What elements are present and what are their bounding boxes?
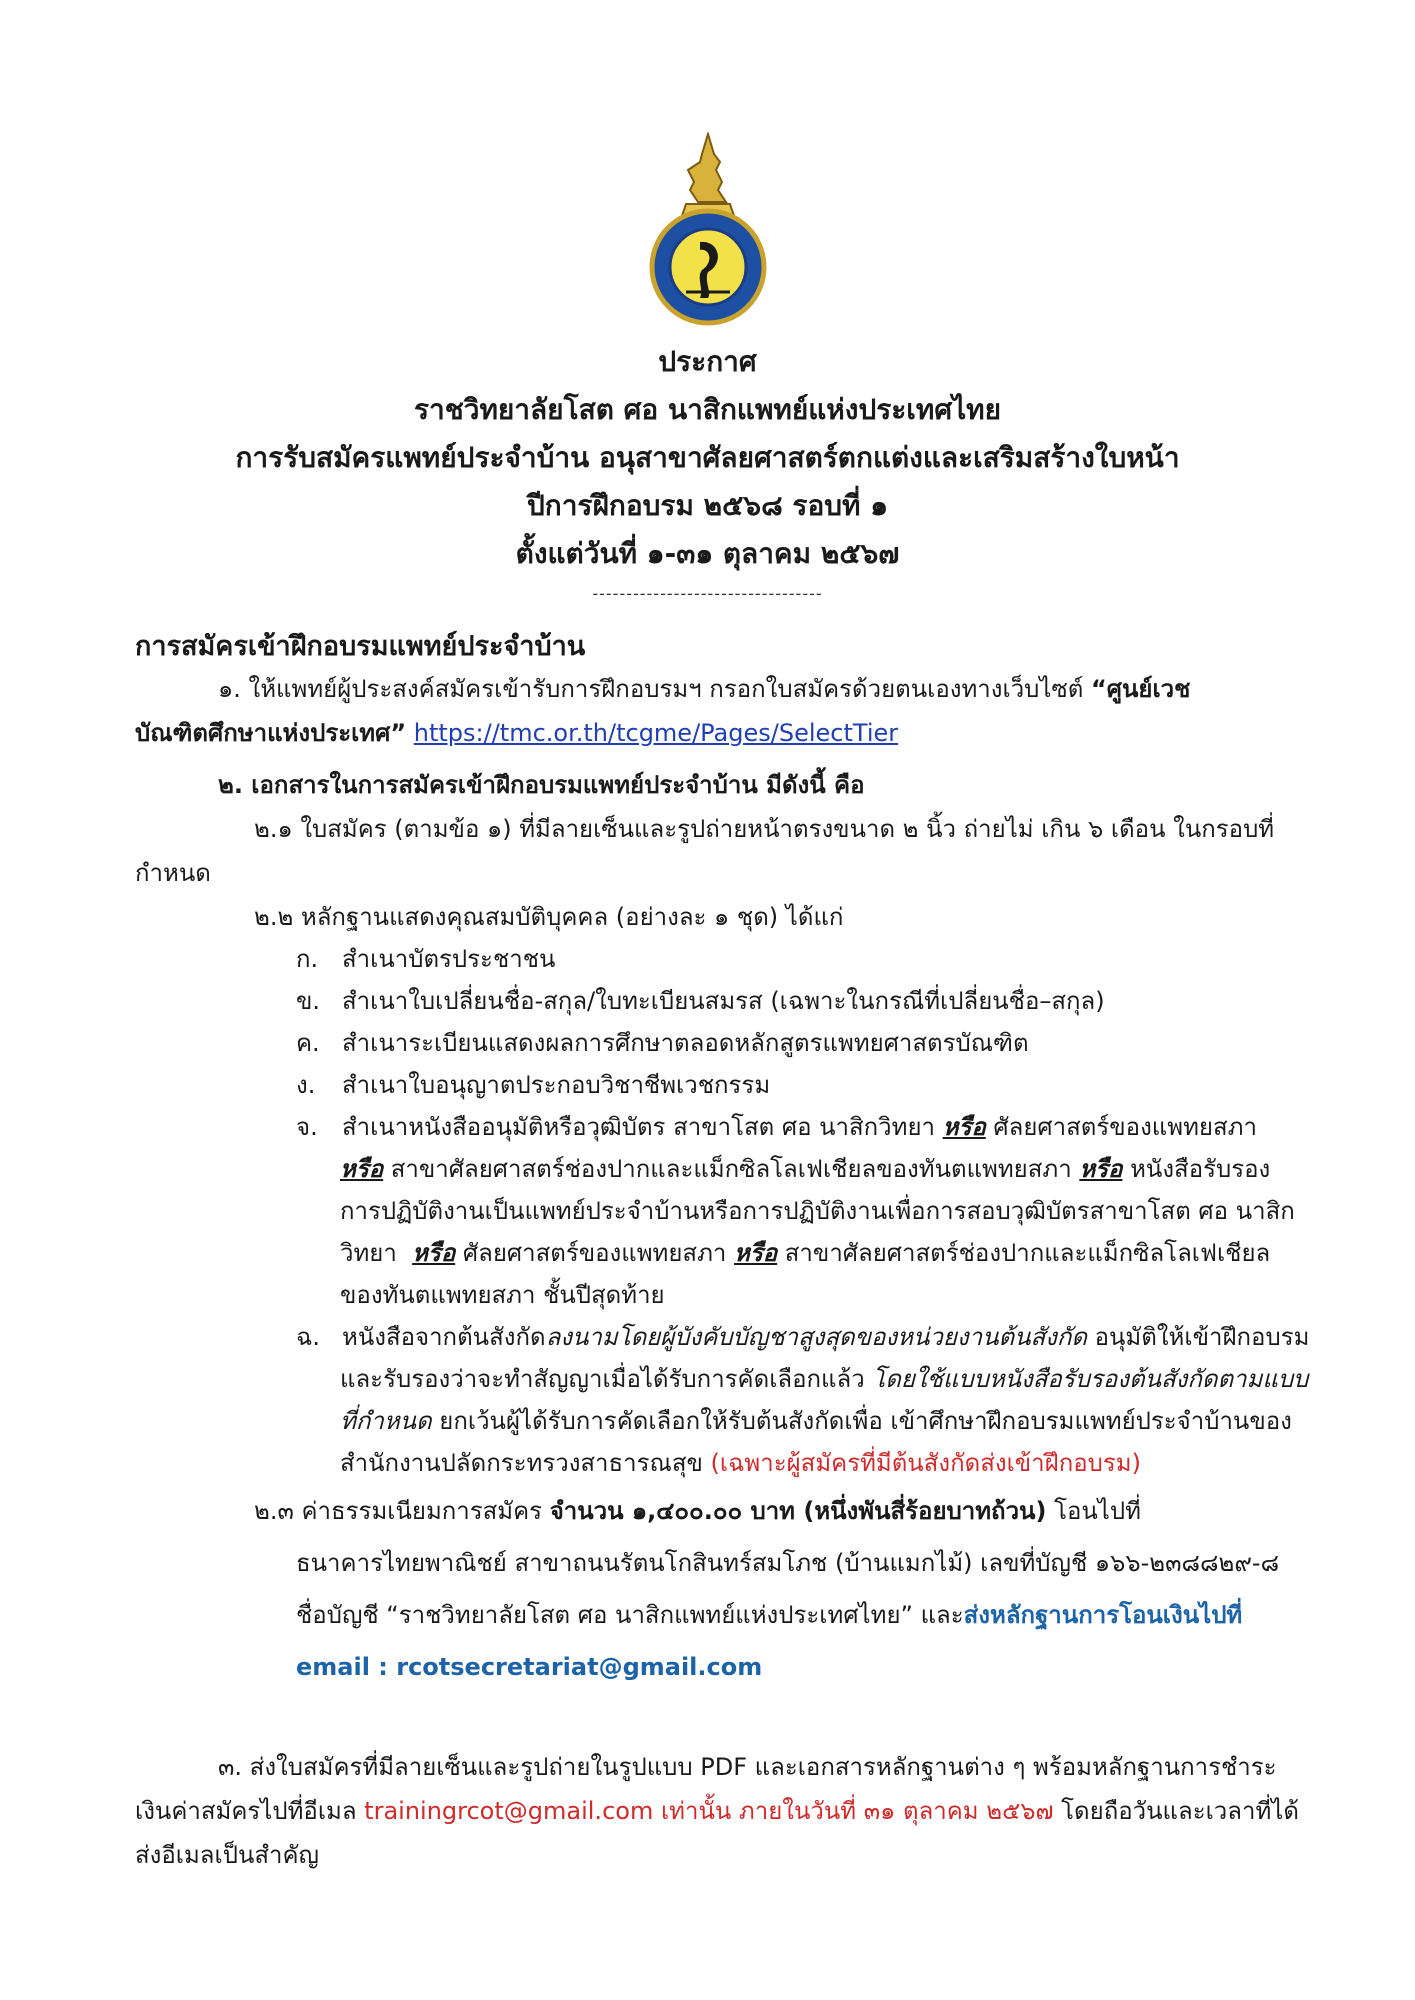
item1-org-b: บัณฑิตศึกษาแห่งประเทศ” [135, 719, 407, 747]
fee-line1: ๒.๓ ค่าธรรมเนียมการสมัคร จำนวน ๑,๔๐๐.๐๐ บาท (หนึ่งพันสี่ร้อยบาทถ้วน) โอนไปที่ [254, 1497, 1141, 1525]
tcgme-link[interactable]: https://tmc.or.th/tcgme/Pages/SelectTier [413, 719, 899, 747]
title-line-4: ปีการฝึกอบรม ๒๕๖๘ รอบที่ ๑ [526, 489, 889, 522]
cho-note: (เฉพาะผู้สมัครที่มีต้นสังกัดส่งเข้าฝึกอบรม) [710, 1449, 1141, 1477]
secretariat-email[interactable]: email : rcotsecretariat@gmail.com [296, 1653, 763, 1681]
fee-account: ชื่อบัญชี “ราชวิทยาลัยโสต ศอ นาสิกแพทย์แห่งประเทศไทย” และส่งหลักฐานการโอนเงินไปที่ [296, 1601, 1243, 1629]
title-separator: ---------------------------------- [592, 584, 823, 603]
fee-bank: ธนาคารไทยพาณิชย์ สาขาถนนรัตนโกสินทร์สมโภช (บ้านแมกไม้) เลขที่บัญชี ๑๖๖-๒๓๘๘๒๙-๘ [296, 1549, 1280, 1577]
list-item-jo-line4: วิทยา หรือ ศัลยศาสตร์ของแพทยสภา หรือ สาขาศัลยศาสตร์ช่องปากและแม็กซิลโลเฟเชียล [340, 1239, 1271, 1267]
list-item-jo-line2: หรือ สาขาศัลยศาสตร์ช่องปากและแม็กซิลโลเฟเชียลของทันตแพทยสภา หรือ หนังสือรับรอง [340, 1155, 1271, 1183]
item2-heading: ๒. เอกสารในการสมัครเข้าฝึกอบรมแพทย์ประจำบ้าน มีดังนี้ คือ [218, 771, 865, 799]
item3-line3: ส่งอีเมลเป็นสำคัญ [135, 1841, 319, 1869]
list-item-cho-line3: ที่กำหนด ยกเว้นผู้ได้รับการคัดเลือกให้รับต้นสังกัดเพื่อ เข้าศึกษาฝึกอบรมแพทย์ประจำบ้านของ [340, 1407, 1292, 1435]
list-item-jo-line5: ของทันตแพทยสภา ชั้นปีสุดท้าย [340, 1281, 665, 1309]
title-line-3: การรับสมัครแพทย์ประจำบ้าน อนุสาขาศัลยศาสตร์ตกแต่งและเสริมสร้างใบหน้า [235, 441, 1180, 474]
item3-line2: เงินค่าสมัครไปที่อีเมล trainingrcot@gmail.com เท่านั้น ภายในวันที่ ๓๑ ตุลาคม ๒๕๖๗ โดยถือวันและเวลาที่ได้ [135, 1797, 1299, 1825]
item2-1-line2: กำหนด [135, 859, 211, 887]
list-item-cho-line4: สำนักงานปลัดกระทรวงสาธารณสุข (เฉพาะผู้สมัครที่มีต้นสังกัดส่งเข้าฝึกอบรม) [340, 1449, 1141, 1477]
list-item-cho-line2: และรับรองว่าจะทำสัญญาเมื่อได้รับการคัดเลือกแล้ว โดยใช้แบบหนังสือรับรองต้นสังกัดตามแบบ [340, 1365, 1309, 1393]
college-seal-logo [648, 132, 768, 332]
list-item: ข. สำเนาใบเปลี่ยนชื่อ-สกุล/ใบทะเบียนสมรส (เฉพาะในกรณีที่เปลี่ยนชื่อ–สกุล) [296, 987, 1105, 1015]
item1-org-a: “ศูนย์เวช [1090, 675, 1191, 703]
title-line-2: ราชวิทยาลัยโสต ศอ นาสิกแพทย์แห่งประเทศไทย [413, 393, 1002, 426]
list-item-cho-line1: ฉ. หนังสือจากต้นสังกัดลงนามโดยผู้บังคับบัญชาสูงสุดของหน่วยงานต้นสังกัด อนุมัติให้เข้าฝึกอบรม [296, 1323, 1310, 1351]
list-item: ก. สำเนาบัตรประชาชน [296, 945, 556, 973]
item1-line1 [218, 672, 1190, 706]
section-heading: การสมัครเข้าฝึกอบรมแพทย์ประจำบ้าน [135, 631, 586, 662]
training-email[interactable]: trainingrcot@gmail.com [364, 1797, 654, 1825]
title-line-5: ตั้งแต่วันที่ ๑-๓๑ ตุลาคม ๒๕๖๗ [515, 537, 900, 570]
item3-line1: ๓. ส่งใบสมัครที่มีลายเซ็นและรูปถ่ายในรูปแบบ PDF และเอกสารหลักฐานต่าง ๆ พร้อมหลักฐานการชำระ [218, 1753, 1277, 1781]
list-item-jo-line3: การปฏิบัติงานเป็นแพทย์ประจำบ้านหรือการปฏิบัติงานเพื่อการสอบวุฒิบัตรสาขาโสต ศอ นาสิก [340, 1197, 1295, 1225]
list-item: ง. สำเนาใบอนุญาตประกอบวิชาชีพเวชกรรม [296, 1071, 771, 1099]
list-item: ค. สำเนาระเบียนแสดงผลการศึกษาตลอดหลักสูตรแพทยศาสตรบัณฑิต [296, 1029, 1029, 1057]
item2-2: ๒.๒ หลักฐานแสดงคุณสมบัติบุคคล (อย่างละ ๑ ชุด) ได้แก่ [254, 903, 844, 931]
item2-1-line1: ๒.๑ ใบสมัคร (ตามข้อ ๑) ที่มีลายเซ็นและรูปถ่ายหน้าตรงขนาด ๒ นิ้ว ถ่ายไม่ เกิน ๖ เดือน ในกรอบที่ [254, 815, 1275, 843]
item1-text: ๑. ให้แพทย์ผู้ประสงค์สมัครเข้ารับการฝึกอบรมฯ กรอกใบสมัครด้วยตนเองทางเว็บไซต์ [218, 675, 1091, 703]
title-line-1: ประกาศ [658, 345, 757, 378]
list-item-jo-line1: จ. สำเนาหนังสืออนุมัติหรือวุฒิบัตร สาขาโสต ศอ นาสิกวิทยา หรือ ศัลยศาสตร์ของแพทยสภา [296, 1113, 1257, 1141]
item1-line2 [135, 716, 898, 750]
